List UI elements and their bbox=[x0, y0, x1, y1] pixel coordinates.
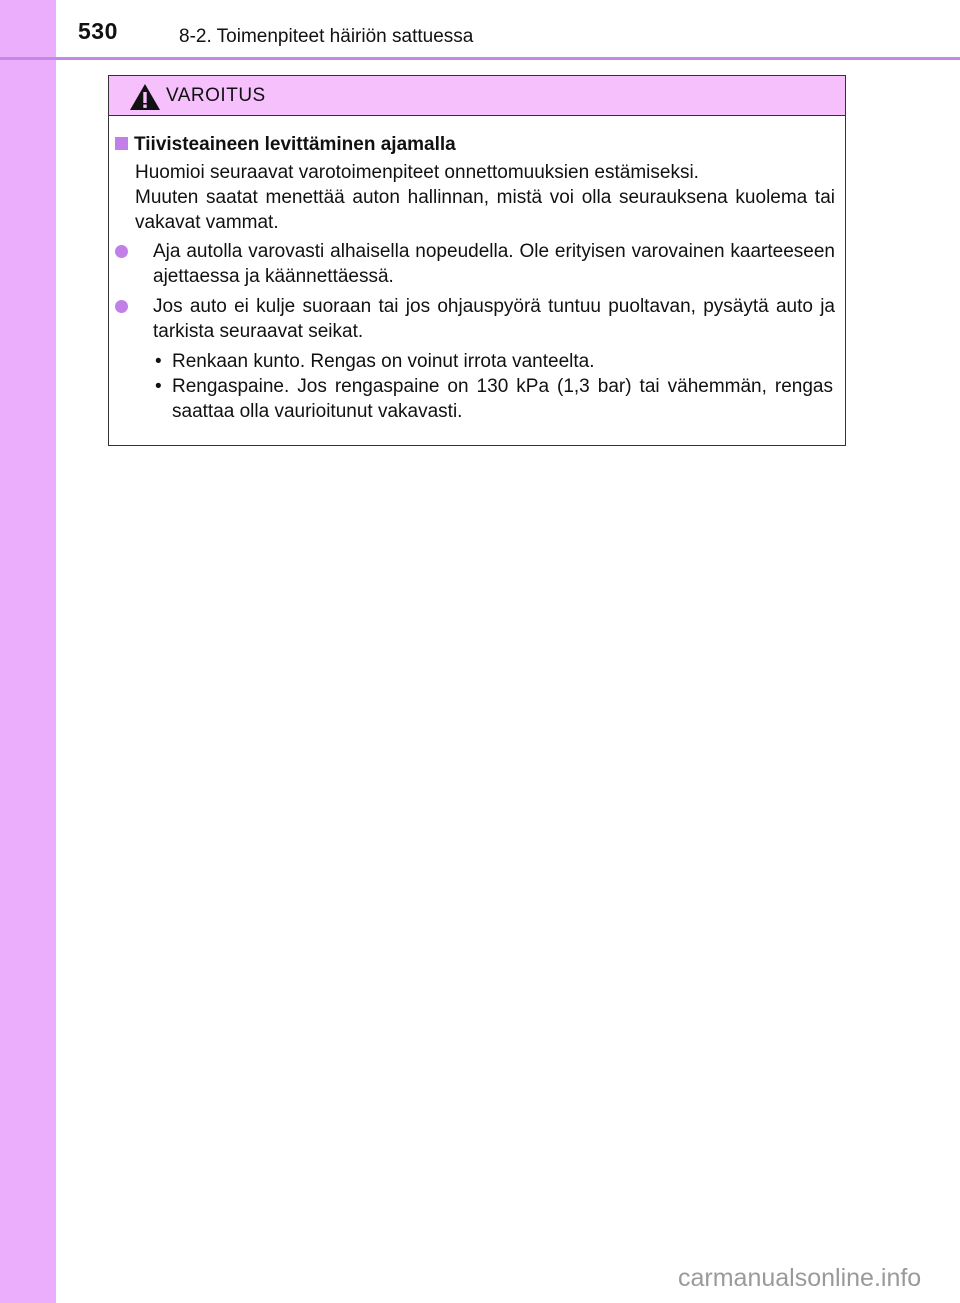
circle-bullet-icon bbox=[115, 300, 128, 313]
warning-label: VAROITUS bbox=[166, 85, 266, 106]
circle-bullet-icon bbox=[115, 245, 128, 258]
header-rule bbox=[0, 57, 960, 60]
list-item: Aja autolla varovasti alhaisella nopeudella. Ole erityisen varovainen kaarteeseen ajettaessa ja käännettäessä. bbox=[115, 239, 835, 289]
intro-line: Huomioi seuraavat varotoimenpiteet onnettomuuksien estämiseksi. bbox=[135, 162, 699, 183]
sub-list-item: • Rengaspaine. Jos rengaspaine on 130 kPa (1,3 bar) tai vähemmän, rengas saattaa olla vaurioitunut vakavasti. bbox=[155, 376, 833, 422]
dot-bullet-icon: • bbox=[155, 351, 162, 372]
page-number: 530 bbox=[78, 18, 118, 44]
side-color-band bbox=[0, 0, 56, 1303]
square-bullet-icon bbox=[115, 137, 128, 150]
section-title: 8-2. Toimenpiteet häiriön sattuessa bbox=[179, 26, 474, 47]
dot-bullet-icon: • bbox=[155, 376, 162, 397]
warning-box bbox=[108, 75, 846, 446]
sub-list bbox=[155, 349, 833, 424]
warning-intro bbox=[135, 160, 835, 235]
watermark: carmanualsonline.info bbox=[678, 1264, 922, 1292]
intro-line: Muuten saatat menettää auton hallinnan, mistä voi olla seurauksena kuolema tai vakavat vammat. bbox=[135, 187, 835, 233]
sub-list-item: • Renkaan kunto. Rengas on voinut irrota vanteelta. bbox=[155, 351, 595, 372]
warning-header bbox=[109, 76, 845, 116]
warning-heading: Tiivisteaineen levittäminen ajamalla bbox=[115, 132, 456, 157]
warning-triangle-icon bbox=[129, 83, 161, 111]
list-item: Jos auto ei kulje suoraan tai jos ohjauspyörä tuntuu puoltavan, pysäytä auto ja tarkista seuraavat seikat. bbox=[115, 294, 835, 344]
warning-body bbox=[109, 116, 845, 445]
